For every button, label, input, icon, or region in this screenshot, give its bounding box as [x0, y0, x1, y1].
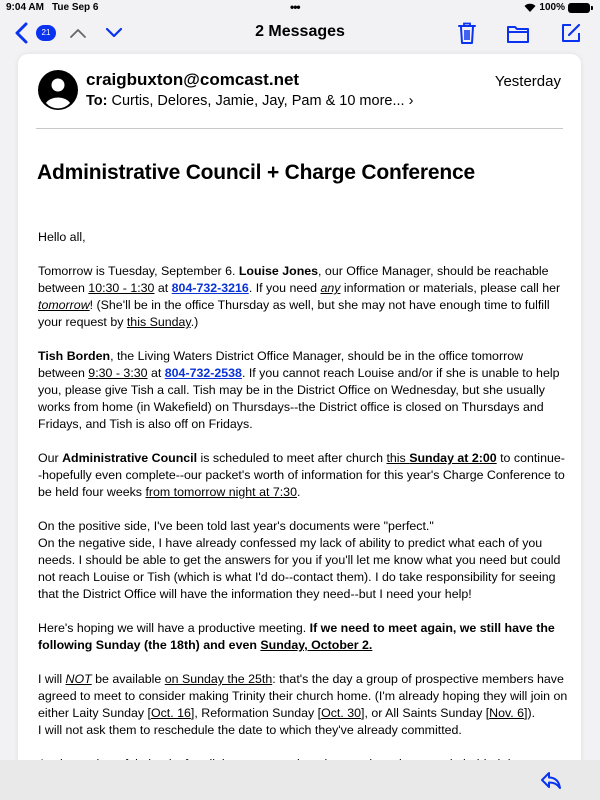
- date-nov-6: Nov. 6: [489, 706, 525, 720]
- compose-icon[interactable]: [560, 22, 582, 44]
- text: On the positive side, I've been told last year's documents were "perfect.": [38, 519, 434, 533]
- conference-time: from tomorrow night at 7:30: [145, 485, 297, 499]
- text: , the Living Waters District Office Manager, should be in the office tomorrow between: [38, 349, 524, 380]
- recipients-line[interactable]: [86, 93, 413, 109]
- trash-icon[interactable]: [457, 21, 477, 45]
- recipients-list: Curtis, Delores, Jamie, Jay, Pam & 10 more...: [111, 93, 405, 109]
- reply-icon[interactable]: [540, 770, 562, 790]
- message-body: [38, 229, 568, 800]
- greeting: Hello all,: [38, 230, 86, 244]
- this-label: this: [386, 451, 410, 465]
- avatar-icon[interactable]: [38, 70, 78, 110]
- wifi-icon: [524, 3, 536, 12]
- paragraph-2: [38, 348, 568, 433]
- text: at: [147, 366, 165, 380]
- tomorrow-emphasis: tomorrow: [38, 298, 90, 312]
- text: ! (She'll be in the office Thursday as well, but she may not have enough time to fulfill your request by: [38, 298, 550, 329]
- any-emphasis: any: [320, 281, 341, 295]
- this-sunday: this Sunday: [126, 315, 191, 329]
- unread-count-badge[interactable]: 21: [36, 25, 56, 41]
- text: at: [154, 281, 172, 295]
- louise-phone-link[interactable]: 804-732-3216: [171, 281, 249, 295]
- text: I will: [38, 672, 66, 686]
- meet-again-note: If we need to meet again, we still have the following Sunday (the 18th) and even: [38, 621, 555, 652]
- text: . If you need: [248, 281, 321, 295]
- status-right: [524, 2, 590, 13]
- folder-icon[interactable]: [506, 24, 530, 44]
- message-date: Yesterday: [494, 73, 561, 90]
- multitasking-dots[interactable]: •••: [290, 0, 300, 14]
- paragraph-3: [38, 450, 568, 501]
- nav-title: 2 Messages: [255, 23, 345, 40]
- to-label: To:: [86, 93, 108, 109]
- text: Our: [38, 451, 63, 465]
- status-bar: [0, 0, 600, 16]
- text: information or materials, please call her: [340, 281, 561, 295]
- sunday-at-time: Sunday at 2:00: [409, 451, 497, 465]
- text: , our Office Manager, should be reachable between: [38, 264, 549, 295]
- text: ]).: [524, 706, 536, 720]
- not-emphasis: NOT: [65, 672, 92, 686]
- unavailable-date: on Sunday the 25th: [164, 672, 273, 686]
- text: .): [190, 315, 199, 329]
- louise-name: Louise Jones: [238, 264, 319, 278]
- text: is scheduled to meet after church: [197, 451, 387, 465]
- text: Here's hoping we will have a productive meeting.: [38, 621, 310, 635]
- text: .: [296, 485, 301, 499]
- tish-hours: 9:30 - 3:30: [88, 366, 148, 380]
- bottom-toolbar: [0, 760, 600, 800]
- battery-percent: 100%: [539, 2, 565, 13]
- text: . If you cannot reach Louise and/or if she is unable to help you, please give Tish a call. Tish may be in the District Office on Wednesday, but she usually works from home (in Wakefield) on Thursdays--the District office is closed on Thursdays and Fridays, and Tish is also off on Fridays.: [38, 366, 560, 431]
- paragraph-5: [38, 620, 568, 654]
- battery-icon: [568, 3, 590, 13]
- louise-hours: 10:30 - 1:30: [88, 281, 155, 295]
- sender-address[interactable]: craigbuxton@comcast.net: [86, 70, 300, 89]
- text: On the negative side, I have already confessed my lack of ability to predict what each of you needs. I should be able to get the answers for you if you'll let me know what you need but could not reach Louise or Tish (which is what I'd do--contact them). I do take responsibility for seeing that the District Office will have the information they need--but I need your help!: [38, 536, 561, 601]
- chevron-right-icon: ›: [408, 93, 414, 109]
- text: I will not ask them to reschedule the date to which they've already committed.: [38, 723, 462, 737]
- text: to continue--hopefully even complete--our packet's worth of information for this year's Charge Conference to be held four weeks: [38, 451, 565, 499]
- paragraph-6: [38, 671, 568, 739]
- text: be available: [91, 672, 165, 686]
- paragraph-1: [38, 263, 568, 331]
- text: ], or All Saints Sunday [: [361, 706, 490, 720]
- message-subject: Administrative Council + Charge Conference: [37, 161, 475, 184]
- october-date: Sunday, October 2.: [260, 638, 373, 652]
- chevron-down-icon[interactable]: [104, 26, 124, 40]
- chevron-left-icon[interactable]: [14, 22, 30, 44]
- text: ], Reformation Sunday [: [190, 706, 322, 720]
- date-oct-16: Oct. 16: [150, 706, 191, 720]
- text: Tomorrow is Tuesday, September 6.: [38, 264, 239, 278]
- paragraph-4: [38, 518, 568, 603]
- message-card: [18, 54, 581, 800]
- nav-bar: [0, 16, 600, 52]
- tish-name: Tish Borden: [38, 349, 111, 363]
- header-divider: [36, 128, 563, 129]
- chevron-up-icon[interactable]: [68, 26, 88, 40]
- date-oct-30: Oct. 30: [321, 706, 362, 720]
- text: : that's the day a group of prospective members have agreed to meet to consider making Trinity their church home. (I'm already hoping they will join on either Laity Sunday [: [38, 672, 568, 720]
- tish-phone-link[interactable]: 804-732-2538: [164, 366, 242, 380]
- council-name: Administrative Council: [62, 451, 198, 465]
- status-time: 9:04 AM: [6, 2, 44, 13]
- status-date: Tue Sep 6: [52, 2, 99, 13]
